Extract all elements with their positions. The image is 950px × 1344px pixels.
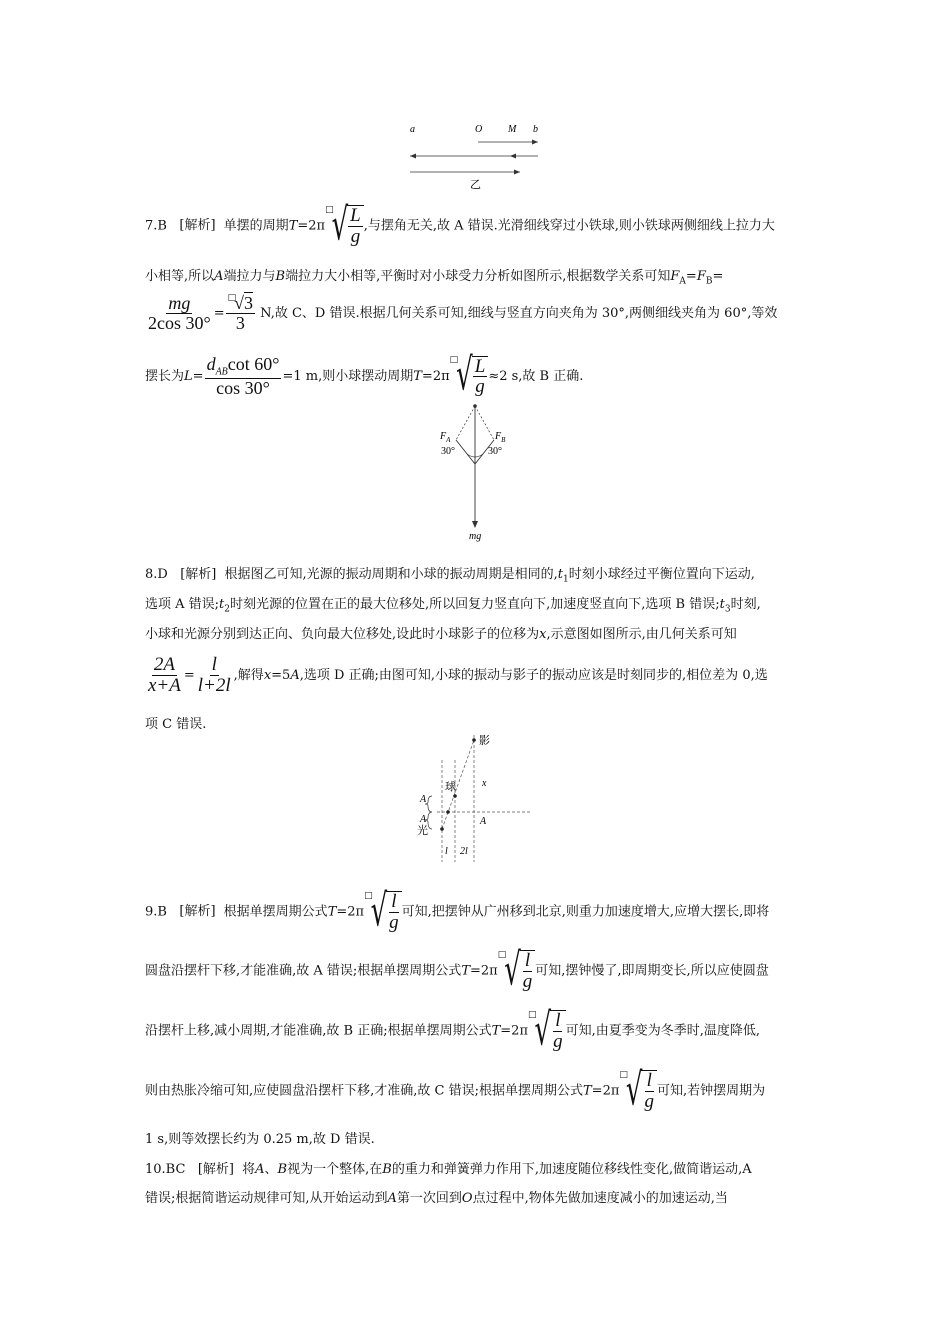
eq-2pi: =2π bbox=[297, 218, 326, 234]
frac-2A bbox=[146, 655, 183, 696]
eq-2pi: =2π bbox=[421, 368, 450, 384]
frac-l bbox=[196, 655, 233, 696]
q8-line-5 bbox=[145, 713, 206, 732]
sub-1: 1 bbox=[563, 574, 569, 585]
q8-text: 小球和光源分别到达正向、负向最大位移处,设此时小球影子的位移为 bbox=[145, 627, 540, 642]
q7-text: 摆长为 bbox=[145, 368, 185, 384]
frac-dAB bbox=[205, 355, 282, 398]
frac-sqrt3: $\frac{^□√3}{3}$ bbox=[227, 293, 254, 333]
cot-60: cot 60° bbox=[227, 354, 280, 374]
angle-left-label: 30° bbox=[441, 446, 455, 457]
frac-num: 2A bbox=[153, 654, 175, 675]
frac-den: 3 bbox=[235, 312, 245, 333]
q7-line-3 bbox=[145, 294, 777, 333]
sub-2: 2 bbox=[224, 604, 231, 615]
q10-id: 10.BC bbox=[145, 1162, 186, 1177]
label-A-right: A bbox=[480, 816, 487, 827]
q7-tag: [解析] bbox=[179, 218, 216, 234]
frac-num: l bbox=[555, 1010, 561, 1031]
sqrt-L-g: √ $\frac{L}{g}$ bbox=[456, 356, 488, 398]
ball-point bbox=[453, 794, 457, 798]
label-x: x bbox=[482, 778, 487, 789]
frac-num: L bbox=[474, 355, 486, 377]
angle-right-label: 30° bbox=[488, 446, 502, 457]
arrow-head-1 bbox=[532, 140, 538, 145]
q9-line-2 bbox=[145, 945, 769, 997]
var-L: L bbox=[184, 368, 193, 384]
q9-line-5 bbox=[145, 1128, 375, 1147]
var-A: A bbox=[387, 1191, 397, 1206]
var-A: A bbox=[255, 1162, 265, 1177]
frac-mg bbox=[146, 294, 213, 333]
var-t: t bbox=[719, 597, 725, 612]
var-x: x bbox=[263, 667, 272, 683]
q8-text: ,选项 D 正确;由图可知,小球的振动与影子的振动应该是时刻同步的,相位差为 0,选 bbox=[299, 667, 768, 683]
dashed-line-left bbox=[456, 406, 475, 440]
q9-text: 可知,由夏季变为冬季时,温度降低, bbox=[565, 1023, 760, 1039]
q9-text: 可知,把摆钟从广州移到北京,则重力加速度增大,应增大摆长,即将 bbox=[401, 904, 770, 920]
arrow-head-3 bbox=[514, 170, 520, 175]
eq-2pi: =2π bbox=[591, 1083, 620, 1099]
sub-AB: AB bbox=[215, 366, 228, 378]
eq: = bbox=[192, 368, 204, 384]
var-T: T bbox=[413, 368, 422, 384]
label-M: M bbox=[508, 124, 517, 135]
label-l: l bbox=[445, 846, 448, 857]
frac-den: cos 30° bbox=[216, 378, 270, 399]
eq-2pi: =2π bbox=[500, 1023, 528, 1039]
mg-arrow-head bbox=[472, 521, 478, 528]
q8-text: ,解得 bbox=[233, 667, 264, 683]
q9-tag: [解析] bbox=[179, 904, 216, 920]
sqrt-l-g: √ $\frac{l}{g}$ bbox=[626, 1070, 657, 1112]
var-F: F bbox=[670, 269, 680, 284]
q10-text: 、 bbox=[264, 1162, 278, 1177]
fa-vector bbox=[456, 440, 475, 464]
frac-den: g bbox=[644, 1090, 654, 1112]
q10-text: 将 bbox=[242, 1162, 256, 1177]
eq: = bbox=[213, 305, 225, 321]
figure-yi bbox=[400, 118, 550, 193]
q8-text: =5 bbox=[271, 667, 291, 683]
sqrt-l-g: √ $\frac{l}{g}$ bbox=[371, 891, 402, 933]
q8-text: ,示意图如图所示,由几何关系可知 bbox=[546, 627, 737, 642]
q9-text: 则由热胀冷缩可知,应使圆盘沿摆杆下移,才准确,故 C 错误;根据单摆周期公式 bbox=[145, 1083, 583, 1099]
frac-num: l bbox=[646, 1070, 652, 1091]
frac-num: mg bbox=[168, 293, 191, 313]
placeholder-box-icon: □ bbox=[227, 293, 237, 303]
center-point bbox=[446, 810, 450, 814]
q8-text: 时刻光源的位置在正的最大位移处,所以回复力竖直向下,加速度竖直向下,选项 B 错误; bbox=[230, 597, 720, 612]
shadow-diagram bbox=[412, 730, 542, 865]
frac-den: g bbox=[475, 376, 485, 398]
q8-line-3 bbox=[145, 623, 737, 642]
frac-den: x+A bbox=[148, 674, 181, 696]
var-T: T bbox=[583, 1083, 592, 1099]
force-diagram bbox=[430, 398, 520, 543]
frac-num: l bbox=[391, 891, 397, 912]
var-A: A bbox=[290, 667, 300, 683]
q8-text: 项 C 错误. bbox=[145, 717, 207, 732]
label-b: b bbox=[533, 124, 538, 135]
var-B: B bbox=[277, 1162, 288, 1177]
frac-den: g bbox=[522, 970, 533, 992]
eq-2pi: =2π bbox=[469, 963, 498, 979]
placeholder-box-icon: □ bbox=[528, 1010, 537, 1020]
q9-text: 沿摆杆上移,减小周期,才能准确,故 B 正确;根据单摆周期公式 bbox=[145, 1023, 492, 1039]
dashed-line-right bbox=[475, 406, 494, 440]
var-t: t bbox=[557, 567, 564, 582]
q8-line-2 bbox=[145, 593, 761, 615]
label-FA: $F_A$ bbox=[440, 431, 451, 444]
q7-line-4 bbox=[145, 350, 584, 402]
var-O: O bbox=[461, 1191, 473, 1206]
var-T: T bbox=[461, 963, 470, 979]
label-A-lower: A bbox=[420, 814, 427, 825]
sub-3: 3 bbox=[724, 604, 731, 615]
q9-line-1 bbox=[145, 886, 770, 938]
frac-num: l bbox=[524, 950, 531, 971]
eq: = bbox=[712, 269, 724, 284]
q7-text: N,故 C、D 错误.根据几何关系可知,细线与竖直方向夹角为 30°,两侧细线夹角为 60°,等效 bbox=[260, 305, 778, 321]
q10-text: 第一次回到 bbox=[396, 1191, 462, 1206]
label-qiu: 球 bbox=[445, 781, 456, 793]
sub-A: A bbox=[679, 276, 686, 287]
q9-text: 根据单摆周期公式 bbox=[223, 904, 328, 920]
light-point bbox=[440, 827, 444, 831]
placeholder-box-icon: □ bbox=[325, 205, 334, 215]
q7-text: 小相等,所以 bbox=[145, 269, 215, 284]
arrow-head-2 bbox=[410, 154, 416, 159]
q10-text: 点过程中,物体先做加速度减小的加速运动,当 bbox=[472, 1191, 728, 1206]
placeholder-box-icon: □ bbox=[497, 950, 507, 960]
q9-text: 1 s,则等效摆长约为 0.25 m,故 D 错误. bbox=[145, 1132, 375, 1147]
var-F: F bbox=[696, 269, 706, 284]
q7-line-1 bbox=[145, 200, 775, 252]
q7-line-2 bbox=[145, 265, 723, 287]
q10-text: 视为一个整体,在 bbox=[287, 1162, 383, 1177]
q10-line-1 bbox=[145, 1158, 752, 1177]
var-A: A bbox=[214, 269, 224, 284]
q7-text: ,与摆角无关,故 A 错误.光滑细线穿过小铁球,则小铁球两侧细线上拉力大 bbox=[363, 218, 775, 234]
label-a: a bbox=[410, 124, 415, 135]
q9-text: 圆盘沿摆杆下移,才能准确,故 A 错误;根据单摆周期公式 bbox=[145, 963, 462, 979]
label-FB: $F_B$ bbox=[495, 431, 506, 444]
q8-tag: [解析] bbox=[180, 567, 217, 582]
var-T: T bbox=[327, 904, 337, 920]
placeholder-box-icon: □ bbox=[449, 355, 459, 365]
q10-line-2 bbox=[145, 1187, 728, 1206]
q7-text: 单摆的周期 bbox=[223, 218, 289, 234]
var-T: T bbox=[491, 1023, 501, 1039]
q7-text: 端拉力与 bbox=[223, 269, 276, 284]
q8-line-1 bbox=[145, 563, 755, 585]
frac-den: g bbox=[389, 911, 399, 933]
sqrt-L-g: √ $\frac{L}{g}$ bbox=[332, 205, 364, 247]
var-t: t bbox=[219, 597, 225, 612]
frac-den: g bbox=[553, 1030, 563, 1052]
placeholder-box-icon: □ bbox=[619, 1070, 628, 1080]
q9-line-4 bbox=[145, 1065, 766, 1117]
sub-B: B bbox=[705, 276, 713, 287]
label-mg: mg bbox=[469, 531, 482, 542]
var-B: B bbox=[382, 1162, 392, 1177]
q10-tag: [解析] bbox=[197, 1162, 234, 1177]
q8-text: 根据图乙可知,光源的振动周期和小球的振动周期是相同的, bbox=[224, 567, 558, 582]
eq: = bbox=[685, 269, 697, 284]
sqrt-l-g: √ $\frac{l}{g}$ bbox=[535, 1010, 566, 1052]
q10-text: 错误;根据简谐运动规律可知,从开始运动到 bbox=[145, 1191, 388, 1206]
q8-text: 时刻, bbox=[730, 597, 761, 612]
label-2l: 2l bbox=[460, 846, 468, 857]
figure-caption: 乙 bbox=[470, 179, 481, 191]
label-guang: 光 bbox=[417, 825, 428, 837]
var-B: B bbox=[275, 269, 286, 284]
frac-den: l+2l bbox=[197, 674, 231, 696]
eq-2pi: =2π bbox=[336, 904, 365, 920]
q10-text: 的重力和弹簧弹力作用下,加速度随位移线性变化,做简谐运动,A bbox=[391, 1162, 752, 1177]
q7-id: 7.B bbox=[145, 218, 167, 234]
q8-text: 时刻小球经过平衡位置向下运动, bbox=[568, 567, 755, 582]
sqrt-l-g: √ $\frac{l}{g}$ bbox=[504, 950, 535, 992]
q9-line-3 bbox=[145, 1005, 760, 1057]
q8-id: 8.D bbox=[145, 567, 168, 582]
eq: = bbox=[183, 667, 195, 683]
arrow-head-2b bbox=[510, 154, 516, 159]
q9-text: 可知,若钟摆周期为 bbox=[656, 1083, 766, 1099]
q9-id: 9.B bbox=[145, 904, 167, 920]
label-ying: 影 bbox=[479, 735, 490, 747]
sqrt-body: 3 bbox=[244, 293, 254, 313]
var-x: x bbox=[539, 627, 547, 642]
label-A-upper: A bbox=[420, 794, 427, 805]
q7-text: 端拉力大小相等,平衡时对小球受力分析如图所示,根据数学关系可知 bbox=[285, 269, 671, 284]
frac-den: g bbox=[350, 225, 361, 247]
var-d: d bbox=[206, 354, 216, 374]
q9-text: 可知,摆钟慢了,即周期变长,所以应使圆盘 bbox=[535, 963, 769, 979]
label-O: O bbox=[475, 124, 483, 135]
q7-text: =1 m,则小球摆动周期 bbox=[282, 368, 414, 384]
q8-text: 选项 A 错误; bbox=[145, 597, 220, 612]
var-T: T bbox=[288, 218, 298, 234]
placeholder-box-icon: □ bbox=[364, 891, 373, 901]
frac-num: l bbox=[211, 654, 217, 675]
q7-text: ≈2 s,故 B 正确. bbox=[488, 368, 584, 384]
shadow-point bbox=[472, 738, 476, 742]
frac-den: 2cos 30° bbox=[148, 312, 211, 333]
q8-line-4 bbox=[145, 655, 768, 696]
frac-num: L bbox=[350, 205, 361, 226]
